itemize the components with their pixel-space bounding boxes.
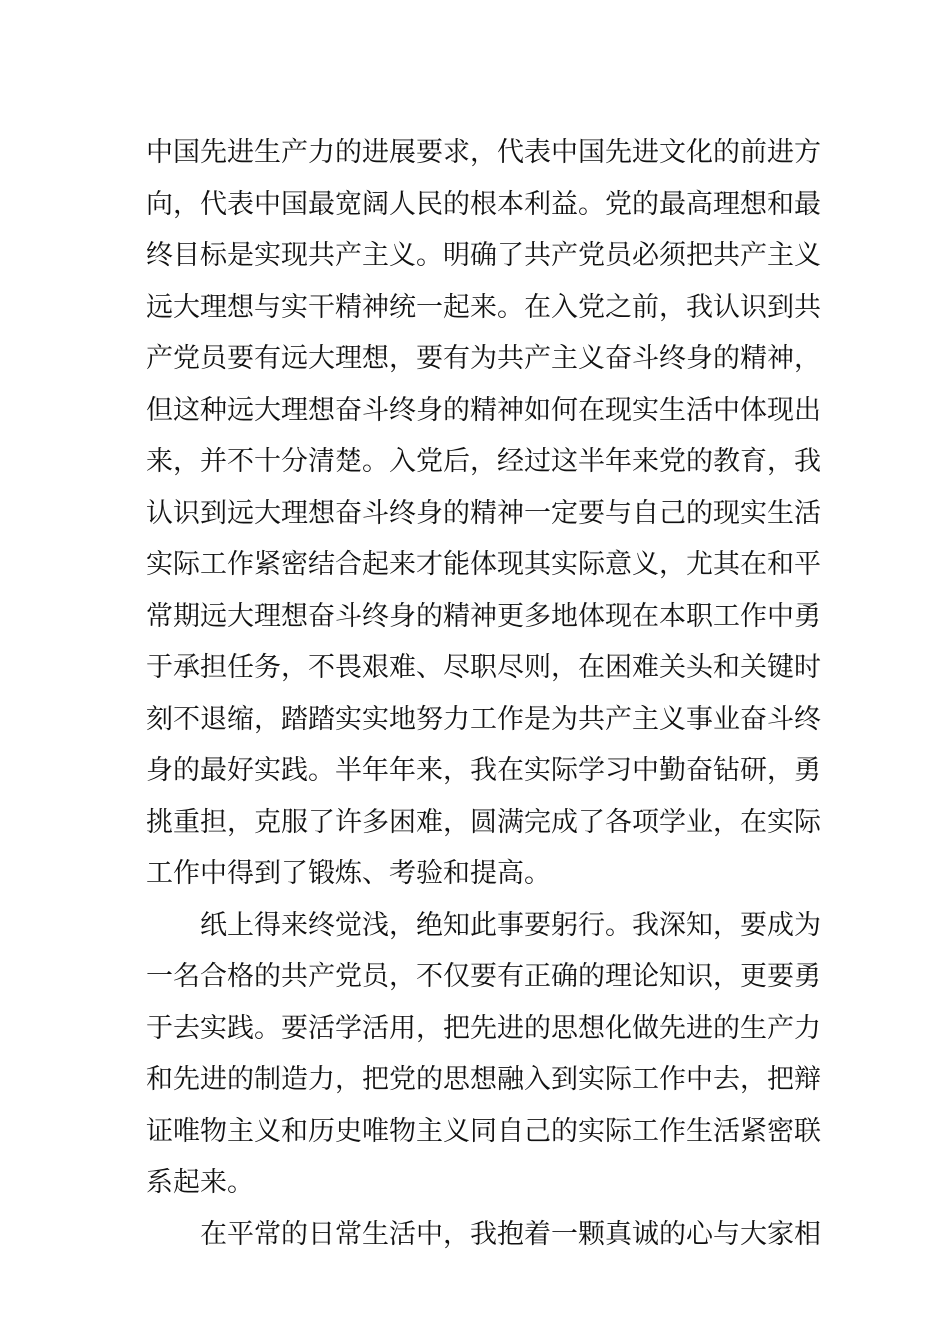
text-line: 于去实践。要活学活用，把先进的思想化做先进的生产力 bbox=[146, 1012, 821, 1044]
text-line: 证唯物主义和历史唯物主义同自己的实际工作生活紧密联 bbox=[146, 1115, 821, 1147]
paragraph-1 bbox=[146, 127, 821, 900]
text-line: 但这种远大理想奋斗终身的精神如何在现实生活中体现出 bbox=[146, 394, 821, 426]
text-line: 纸上得来终觉浅，绝知此事要躬行。我深知，要成为 bbox=[200, 909, 821, 941]
paragraph-3 bbox=[146, 1209, 821, 1261]
text-line: 向，代表中国最宽阔人民的根本利益。党的最高理想和最 bbox=[146, 188, 821, 220]
text-line: 中国先进生产力的进展要求，代表中国先进文化的前进方 bbox=[146, 137, 821, 168]
text-line: 系起来。 bbox=[146, 1167, 254, 1198]
text-line: 一名合格的共产党员，不仅要有正确的理论知识，更要勇 bbox=[146, 961, 821, 992]
text-line: 来，并不十分清楚。入党后，经过这半年来党的教育，我 bbox=[146, 446, 821, 477]
text-line: 产党员要有远大理想，要有为共产主义奋斗终身的精神， bbox=[146, 343, 821, 374]
text-line: 工作中得到了锻炼、考验和提高。 bbox=[146, 858, 551, 889]
paragraph-2 bbox=[146, 900, 821, 1209]
text-line: 挑重担，克服了许多困难，圆满完成了各项学业，在实际 bbox=[146, 806, 821, 838]
document-body bbox=[146, 127, 821, 1260]
text-line: 在平常的日常生活中，我抱着一颗真诚的心与大家相 bbox=[200, 1218, 821, 1250]
text-line: 实际工作紧密结合起来才能体现其实际意义，尤其在和平 bbox=[146, 549, 821, 580]
text-line: 于承担任务，不畏艰难、尽职尽则，在困难关头和关键时 bbox=[146, 652, 821, 683]
text-line: 刻不退缩，踏踏实实地努力工作是为共产主义事业奋斗终 bbox=[146, 703, 821, 735]
text-line: 远大理想与实干精神统一起来。在入党之前，我认识到共 bbox=[146, 291, 821, 323]
text-line: 终目标是实现共产主义。明确了共产党员必须把共产主义 bbox=[146, 240, 821, 271]
text-line: 身的最好实践。半年年来，我在实际学习中勤奋钻研，勇 bbox=[146, 755, 821, 786]
text-line: 常期远大理想奋斗终身的精神更多地体现在本职工作中勇 bbox=[146, 600, 821, 632]
text-line: 认识到远大理想奋斗终身的精神一定要与自己的现实生活 bbox=[146, 497, 821, 529]
text-line: 和先进的制造力，把党的思想融入到实际工作中去，把辩 bbox=[146, 1064, 821, 1095]
